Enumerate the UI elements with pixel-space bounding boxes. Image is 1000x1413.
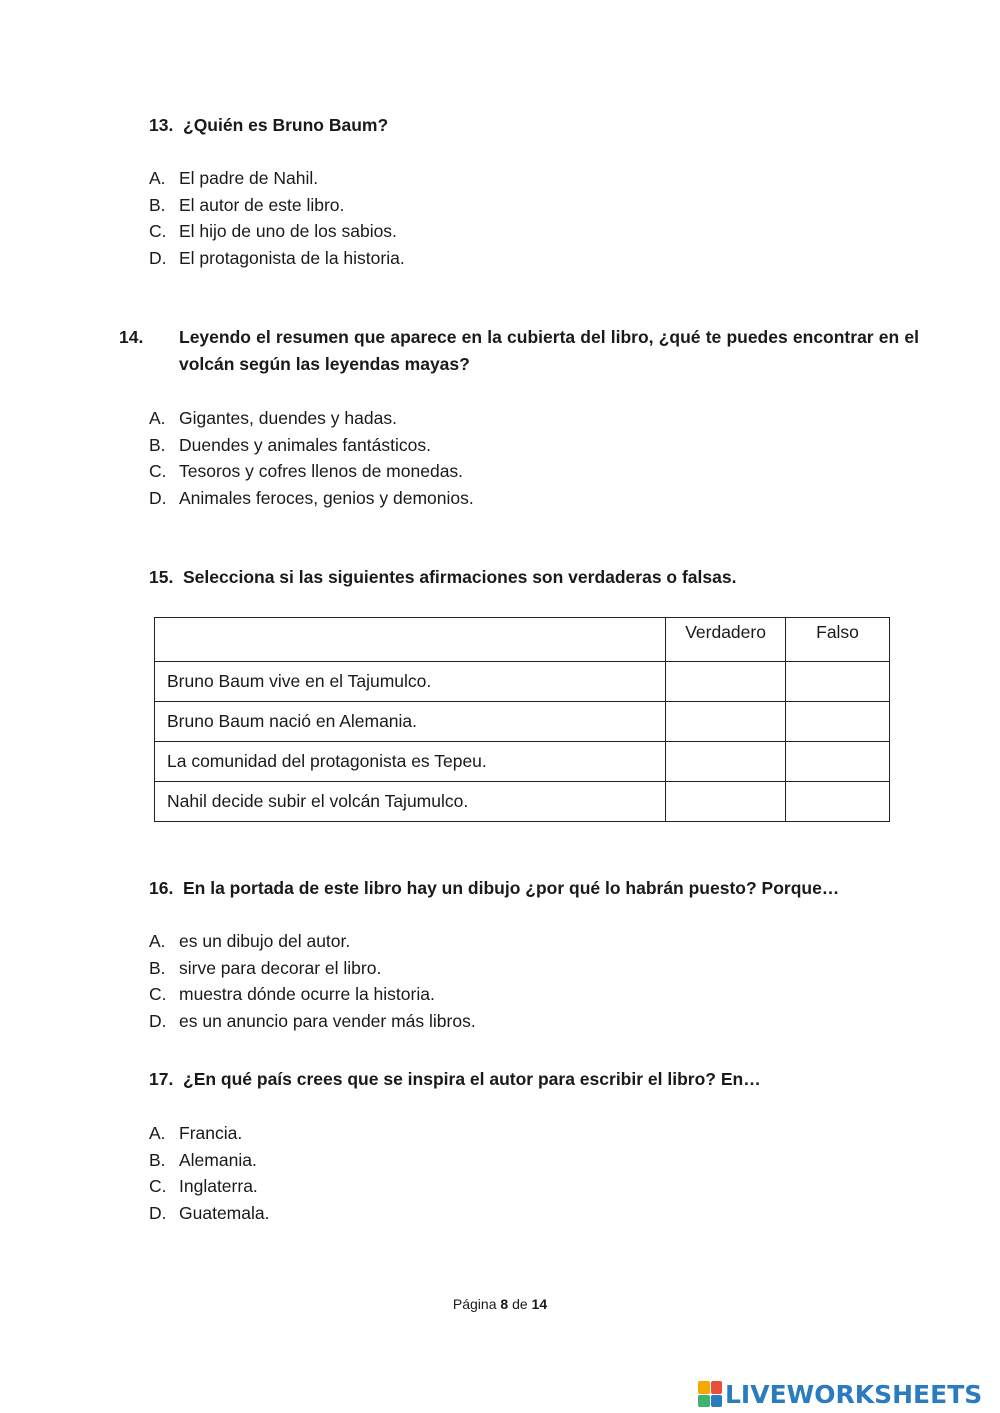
question-13-title — [149, 112, 889, 139]
verdadero-cell[interactable] — [666, 702, 786, 742]
table-row — [155, 662, 890, 702]
option-d[interactable]: D. es un anuncio para vender más libros. — [149, 1010, 476, 1031]
option-c[interactable]: C. muestra dónde ocurre la historia. — [149, 984, 435, 1004]
table-row — [155, 782, 890, 822]
header-falso: Falso — [786, 618, 890, 662]
falso-cell[interactable] — [786, 702, 890, 742]
option-c[interactable]: C. El hijo de uno de los sabios. — [149, 221, 397, 241]
true-false-table — [154, 617, 890, 822]
table-row — [155, 702, 890, 742]
header-verdadero: Verdadero — [666, 618, 786, 662]
option-a[interactable]: A. El padre de Nahil. — [149, 168, 319, 188]
page-footer — [0, 1296, 1000, 1312]
question-text: ¿En qué país crees que se inspira el autor para escribir el libro? En… — [183, 1069, 761, 1089]
question-17-title — [149, 1066, 889, 1093]
question-15-title — [149, 564, 889, 591]
logo-mark-icon — [698, 1381, 722, 1407]
statement-cell: La comunidad del protagonista es Tepeu. — [155, 742, 666, 782]
statement-cell: Nahil decide subir el volcán Tajumulco. — [155, 782, 666, 822]
question-text: Selecciona si las siguientes afirmaciones son verdaderas o falsas. — [183, 567, 737, 587]
option-d[interactable]: D. El protagonista de la historia. — [149, 247, 405, 268]
option-c[interactable]: C. Tesoros y cofres llenos de monedas. — [149, 461, 464, 481]
statement-cell: Bruno Baum nació en Alemania. — [155, 702, 666, 742]
option-b[interactable]: B. sirve para decorar el libro. — [149, 957, 382, 978]
falso-cell[interactable] — [786, 782, 890, 822]
question-number: 17. — [149, 1069, 174, 1089]
question-number: 15. — [149, 567, 174, 587]
option-b[interactable]: B. El autor de este libro. — [149, 194, 345, 215]
statement-cell: Bruno Baum vive en el Tajumulco. — [155, 662, 666, 702]
question-13-options — [149, 165, 405, 271]
question-17-options — [149, 1120, 269, 1226]
question-number: 14. — [119, 327, 144, 347]
falso-cell[interactable] — [786, 662, 890, 702]
question-16-options — [149, 928, 476, 1034]
total-pages: 14 — [531, 1296, 548, 1312]
page-label: Página — [452, 1296, 497, 1312]
question-14-title — [119, 324, 919, 378]
option-d[interactable]: D. Animales feroces, genios y demonios. — [149, 487, 474, 508]
verdadero-cell[interactable] — [666, 742, 786, 782]
question-number: 13. — [149, 115, 174, 135]
question-16-title — [149, 875, 909, 902]
logo-text: LIVEWORKSHEETS — [725, 1379, 983, 1409]
table-row — [155, 742, 890, 782]
question-text: En la portada de este libro hay un dibujo ¿por qué lo habrán puesto? Porque… — [183, 878, 840, 898]
current-page: 8 — [500, 1296, 509, 1312]
option-a[interactable]: A. Gigantes, duendes y hadas. — [149, 408, 397, 428]
option-b[interactable]: B. Alemania. — [149, 1149, 257, 1170]
table-header-row — [155, 618, 890, 662]
falso-cell[interactable] — [786, 742, 890, 782]
option-c[interactable]: C. Inglaterra. — [149, 1176, 258, 1196]
option-d[interactable]: D. Guatemala. — [149, 1202, 270, 1223]
question-14-options — [149, 405, 474, 511]
page-of: de — [512, 1296, 528, 1312]
question-text: Leyendo el resumen que aparece en la cubierta del libro, ¿qué te puedes encontrar en el volcán según las leyendas mayas? — [179, 327, 919, 374]
header-statement — [155, 618, 666, 662]
option-a[interactable]: A. es un dibujo del autor. — [149, 931, 351, 951]
option-b[interactable]: B. Duendes y animales fantásticos. — [149, 434, 431, 455]
verdadero-cell[interactable] — [666, 662, 786, 702]
option-a[interactable]: A. Francia. — [149, 1123, 243, 1143]
question-number: 16. — [149, 878, 174, 898]
question-text: ¿Quién es Bruno Baum? — [183, 115, 389, 135]
verdadero-cell[interactable] — [666, 782, 786, 822]
liveworksheets-logo — [698, 1378, 982, 1410]
